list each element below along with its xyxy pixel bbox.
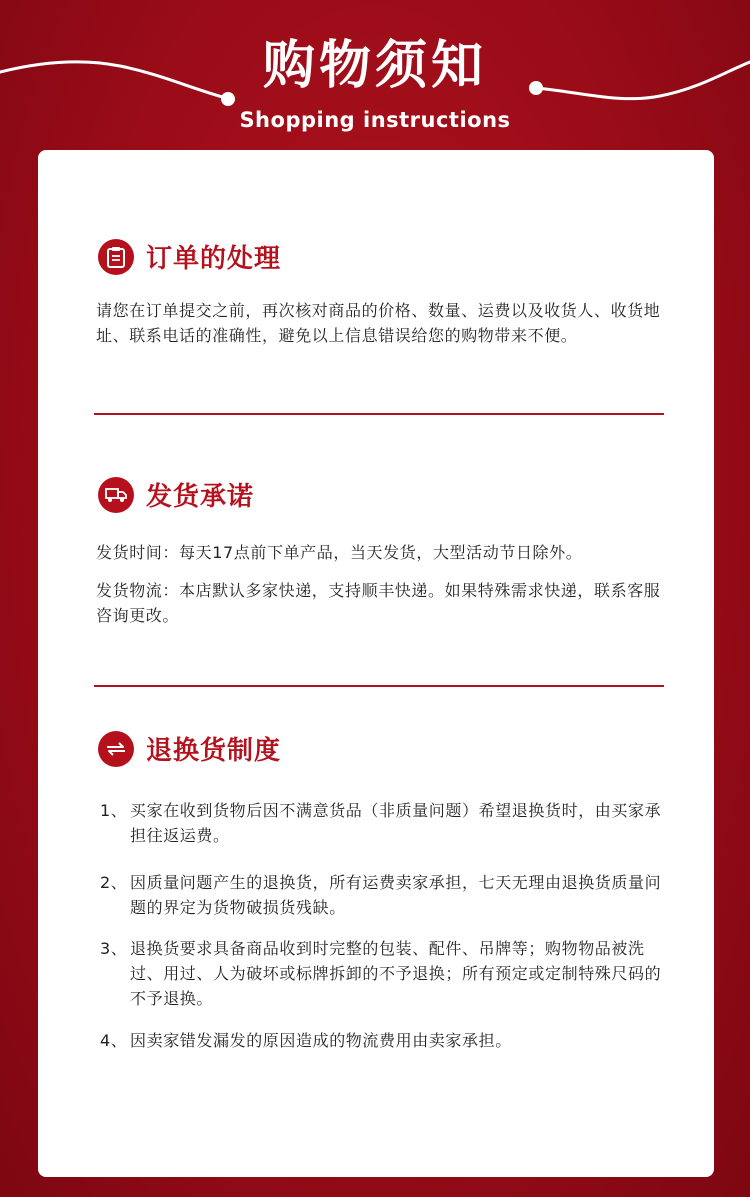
- divider: [94, 685, 664, 687]
- content-card: [38, 150, 714, 1177]
- list-number: 1、: [100, 801, 128, 820]
- divider: [94, 413, 664, 415]
- order-processing-text: 请您在订单提交之前，再次核对商品的价格、数量、运费以及收货人、收货地址、联系电话的准确性，避免以上信息错误给您的购物带来不便。: [96, 301, 661, 345]
- header: [0, 0, 750, 150]
- section-title: 发货承诺: [146, 482, 255, 512]
- list-number: 4、: [100, 1031, 128, 1050]
- truck-icon: [98, 477, 134, 513]
- section-order-processing: [98, 238, 281, 275]
- list-number: 3、: [100, 939, 128, 958]
- shipping-logistics-text: 发货物流：本店默认多家快递，支持顺丰快递。如果特殊需求快递，联系客服咨询更改。: [96, 581, 661, 625]
- list-item: [100, 798, 670, 848]
- shipping-time-text: 发货时间：每天17点前下单产品，当天发货，大型活动节日除外。: [96, 543, 583, 562]
- list-text: 退换货要求具备商品收到时完整的包装、配件、吊牌等；购物物品被洗过、用过、人为破坏或标牌拆卸的不予退换；所有预定或定制特殊尺码的不予退换。: [130, 939, 662, 1008]
- section-title: 退换货制度: [146, 736, 282, 766]
- list-text: 因卖家错发漏发的原因造成的物流费用由卖家承担。: [130, 1031, 512, 1050]
- clipboard-icon: [98, 239, 134, 275]
- page-title: 购物须知: [262, 36, 487, 96]
- exchange-icon: [98, 731, 134, 767]
- section-shipping-promise: [98, 476, 254, 513]
- list-item: [100, 1028, 670, 1053]
- list-number: 2、: [100, 873, 128, 892]
- page-subtitle: Shopping instructions: [239, 108, 511, 132]
- list-item: [100, 936, 670, 1011]
- section-title: 订单的处理: [146, 244, 282, 274]
- list-text: 因质量问题产生的退换货，所有运费卖家承担，七天无理由退换货质量问题的界定为货物破损货残缺。: [130, 873, 662, 917]
- list-item: [100, 870, 670, 920]
- list-text: 买家在收到货物后因不满意货品（非质量问题）希望退换货时，由买家承担往返运费。: [130, 801, 662, 845]
- section-return-policy: [98, 730, 281, 767]
